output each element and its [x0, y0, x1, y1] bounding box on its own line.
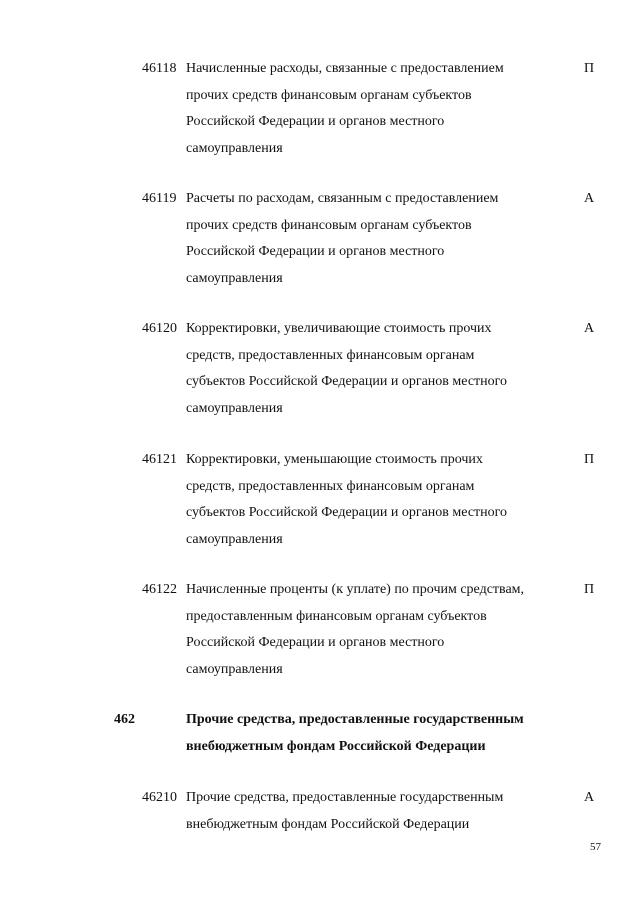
- account-code: 46122: [142, 582, 177, 597]
- account-type-letter: П: [584, 582, 595, 597]
- account-type-letter: П: [584, 452, 595, 467]
- account-type-letter: П: [584, 61, 595, 76]
- description-line: Российской Федерации и органов местного: [186, 114, 445, 129]
- section-title: [186, 707, 566, 760]
- description-line: самоуправления: [186, 661, 283, 677]
- description-line: субъектов Российской Федерации и органов местного: [186, 505, 508, 520]
- account-description: [186, 186, 566, 292]
- account-description: [186, 785, 566, 838]
- description-line: Расчеты по расходам, связанным с предоставлением: [186, 191, 499, 206]
- description-line: внебюджетным фондам Российской Федерации: [186, 816, 470, 832]
- description-line: самоуправления: [186, 400, 283, 416]
- section-code: 462: [114, 712, 135, 727]
- description-line: средств, предоставленных финансовым органам: [186, 347, 475, 363]
- description-line: самоуправления: [186, 270, 283, 286]
- description-line: Корректировки, уменьшающие стоимость прочих: [186, 452, 483, 467]
- description-line: прочих средств финансовым органам субъектов: [186, 217, 472, 233]
- description-line: Корректировки, увеличивающие стоимость прочих: [186, 321, 492, 336]
- account-code: 46210: [142, 790, 177, 805]
- account-type-letter: А: [584, 191, 595, 206]
- description-line: средств, предоставленных финансовым органам: [186, 478, 475, 494]
- description-line: предоставленным финансовым органам субъектов: [186, 608, 487, 624]
- description-line: самоуправления: [186, 531, 283, 547]
- account-description: [186, 56, 566, 162]
- account-code: 46120: [142, 321, 177, 336]
- description-line: Начисленные проценты (к уплате) по прочим средствам,: [186, 582, 525, 597]
- description-line: Российской Федерации и органов местного: [186, 635, 445, 650]
- account-code: 46118: [142, 61, 177, 76]
- account-description: [186, 577, 566, 683]
- description-line: субъектов Российской Федерации и органов местного: [186, 374, 508, 389]
- description-line: Российской Федерации и органов местного: [186, 244, 445, 259]
- account-type-letter: А: [584, 790, 595, 805]
- account-description: [186, 316, 566, 422]
- account-description: [186, 447, 566, 553]
- section-title-line: Прочие средства, предоставленные государственным: [186, 712, 524, 727]
- description-line: самоуправления: [186, 140, 283, 156]
- account-type-letter: А: [584, 321, 595, 336]
- account-code: 46119: [142, 191, 177, 206]
- account-code: 46121: [142, 452, 177, 467]
- description-line: Начисленные расходы, связанные с предоставлением: [186, 61, 504, 76]
- description-line: Прочие средства, предоставленные государственным: [186, 790, 504, 805]
- description-line: прочих средств финансовым органам субъектов: [186, 87, 472, 103]
- page-number: 57: [590, 841, 601, 853]
- section-title-line: внебюджетным фондам Российской Федерации: [186, 738, 486, 754]
